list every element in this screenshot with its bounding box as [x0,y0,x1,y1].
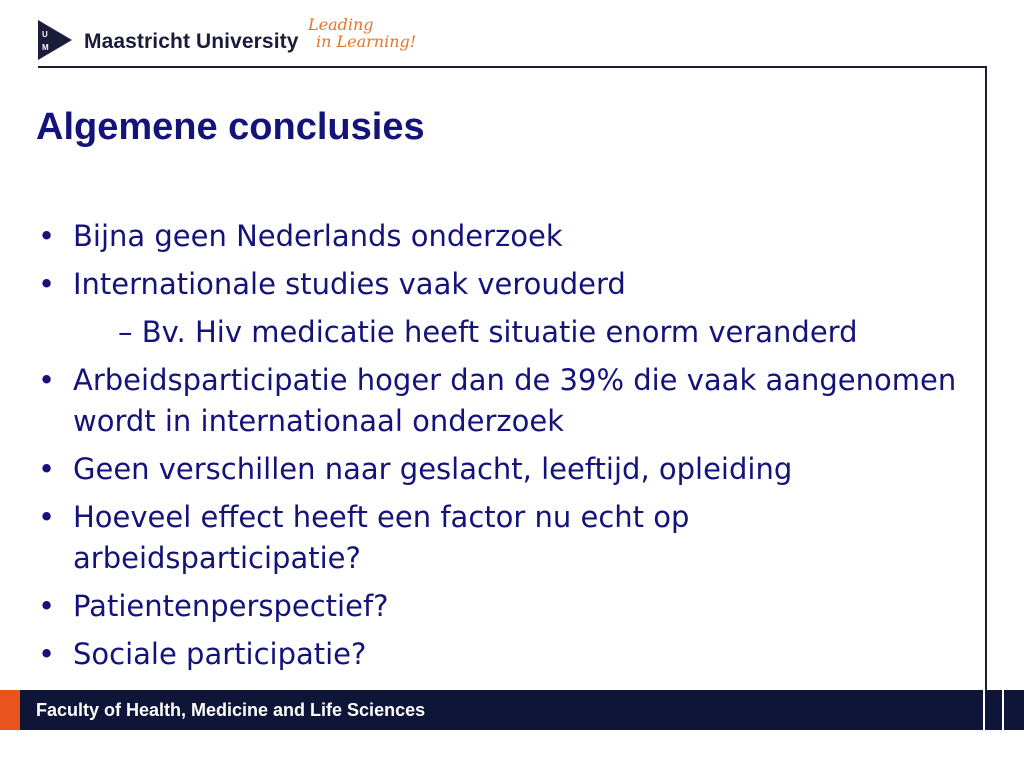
bullet-item: • Arbeidsparticipatie hoger dan de 39% die vaak aangenomen wordt in internationaal onderzoek [32,360,982,442]
bullet-list [32,216,982,682]
bullet-item: • Sociale participatie? [32,634,982,675]
tagline [308,16,416,50]
footer-bar [0,690,1024,730]
bullet-item: • Internationale studies vaak verouderd [32,264,982,305]
svg-text:M: M [42,43,49,52]
footer-divider [983,690,985,730]
tagline-line-2: in Learning! [316,32,417,51]
bullet-item: • Hoeveel effect heeft een factor nu echt op arbeidsparticipatie? [32,497,982,579]
footer-accent [0,690,20,730]
slide-title: Algemene conclusies [36,106,425,148]
footer-divider [1002,690,1004,730]
footer-text: Faculty of Health, Medicine and Life Sciences [36,700,426,720]
svg-text:U: U [42,30,48,39]
um-logo-icon [38,20,72,60]
bullet-item: • Bijna geen Nederlands onderzoek [32,216,982,257]
sub-bullet-item: – Bv. Hiv medicatie heeft situatie enorm veranderd [118,315,858,349]
header-divider [38,66,986,68]
bullet-item: • Geen verschillen naar geslacht, leeftijd, opleiding [32,449,982,490]
logo-text: Maastricht University [84,30,299,53]
tagline-line-1: Leading [308,15,374,34]
right-border-rule [985,66,987,730]
bullet-item: • Patientenperspectief? [32,586,982,627]
university-logo [38,16,438,64]
